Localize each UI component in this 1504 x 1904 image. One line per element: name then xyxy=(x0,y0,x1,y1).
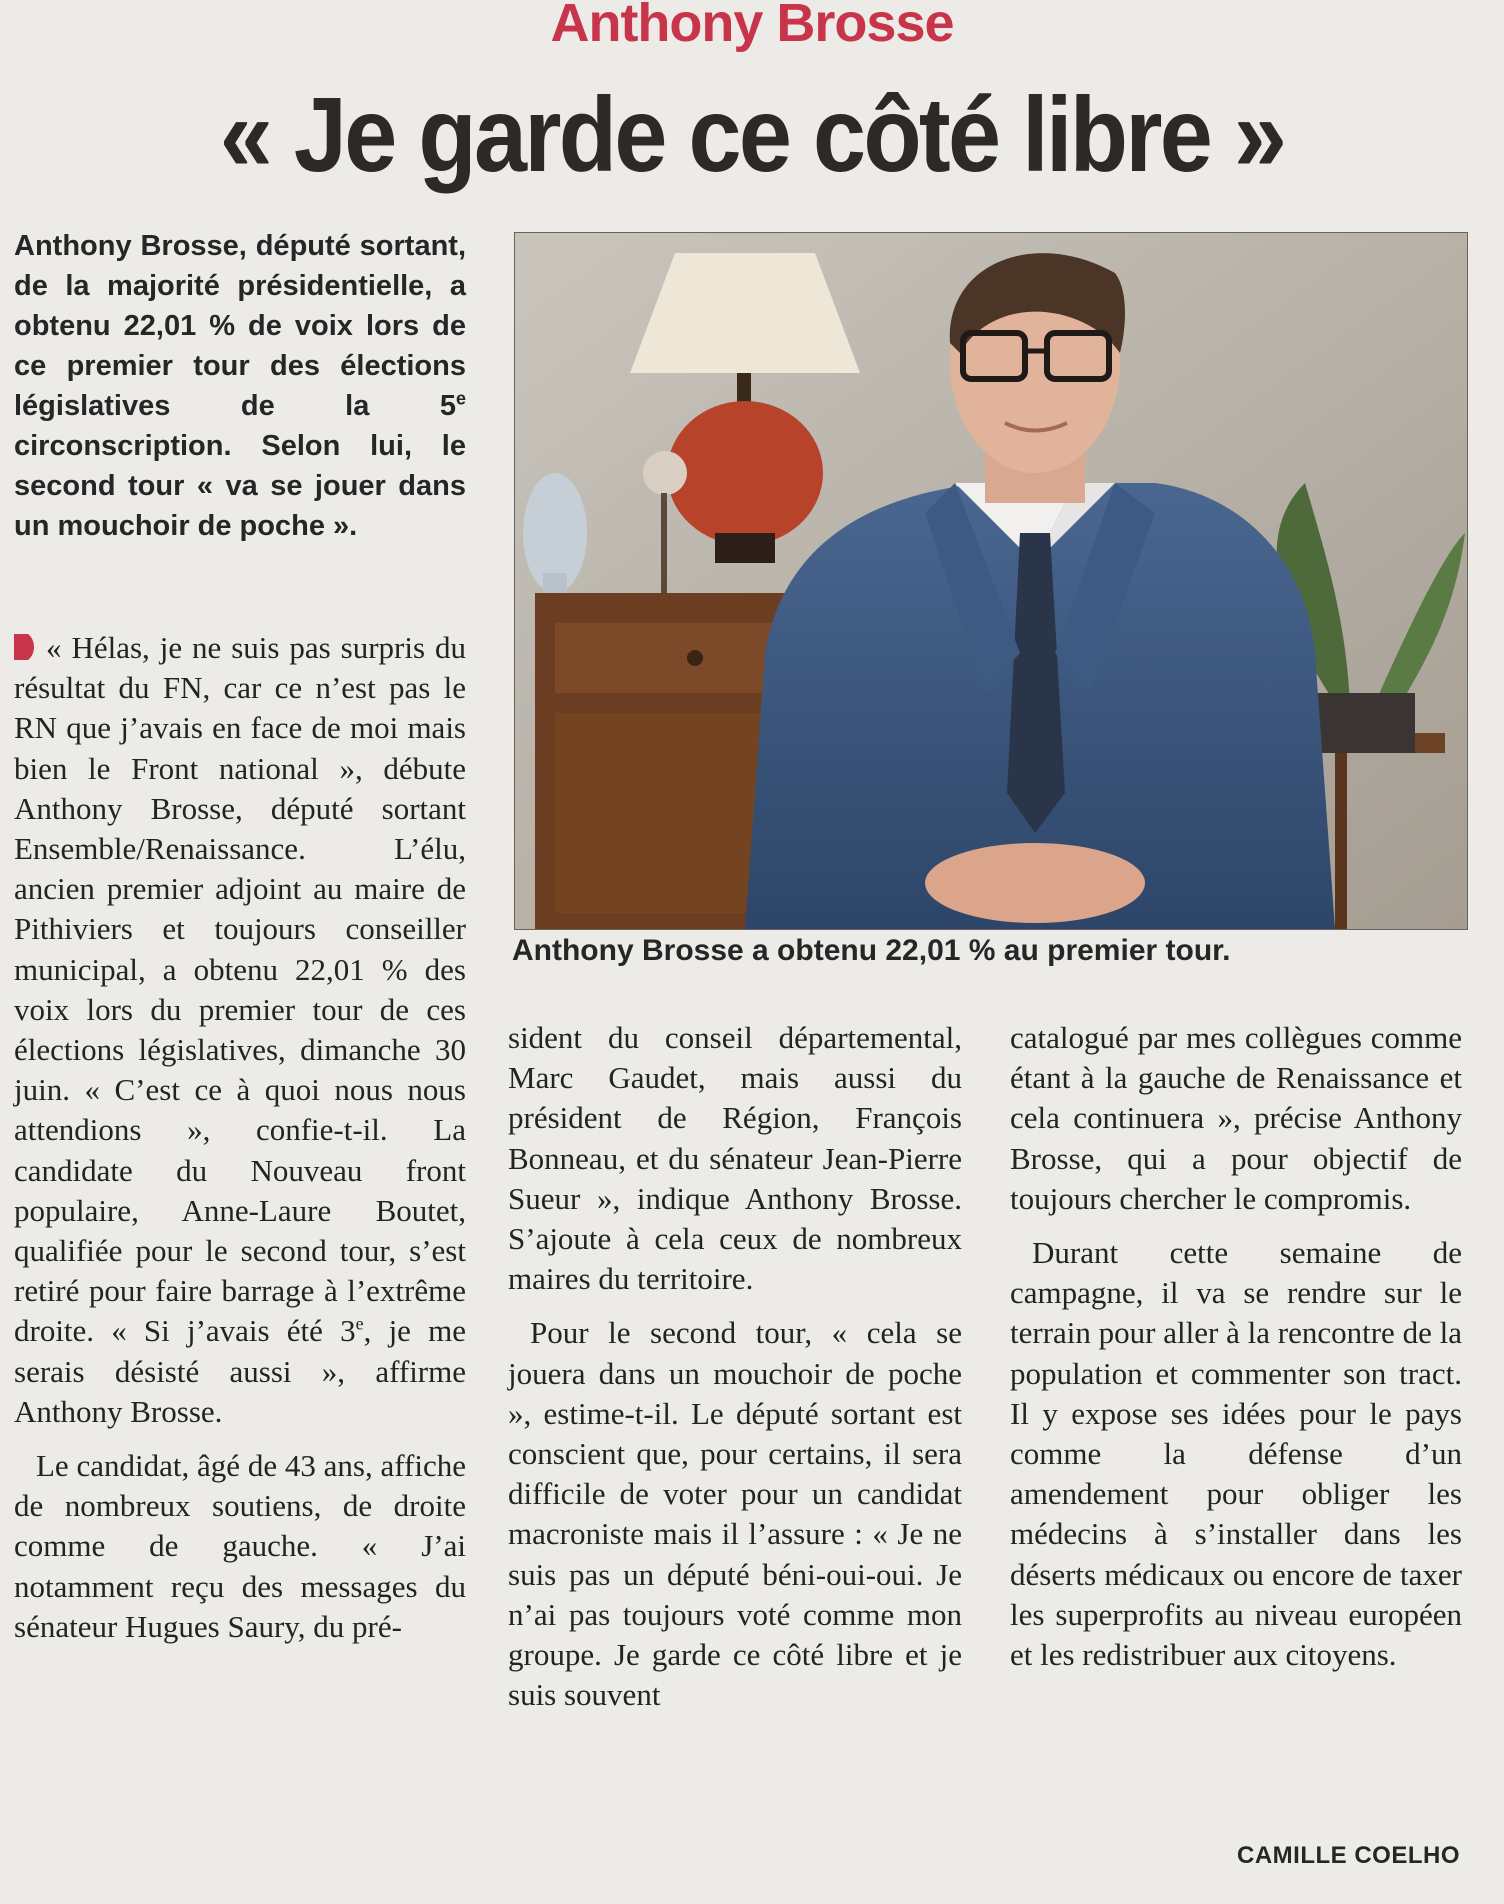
body-paragraph: Le candidat, âgé de 43 ans, affiche de nombreux soutiens, de droite comme de gauche. « J’ai notamment reçu des messages du sénateur Hugues Saury, du pré- xyxy=(14,1448,466,1644)
body-paragraph-continued: sident du conseil départemental, Marc Gaudet, mais aussi du président de Région, François Bonneau, et du sénateur Jean-Pierre Sueur », indique Anthony Brosse. S’ajoute à cela ceux de nombreux maires du territoire. xyxy=(508,1020,962,1297)
article-headline: « Je garde ce côté libre » xyxy=(219,76,1285,194)
standfirst-text-start: Anthony Brosse, député sortant, de la majorité présidentielle, a obtenu 22,01 % de voix lors de ce premier tour des élections législatives de la 5 xyxy=(14,230,466,422)
standfirst-superscript: e xyxy=(455,388,466,409)
body-paragraph: Pour le second tour, « cela se jouera dans un mouchoir de poche », estime-t-il. Le député sortant est conscient que, pour certains, il sera difficile de voter pour un candidat macroniste mais il l’assure : « Je ne suis pas un député béni-oui-oui. Je n’ai pas toujours voté comme mon groupe. Je garde ce côté libre et je suis souvent xyxy=(508,1315,962,1713)
body-paragraph xyxy=(14,628,466,1432)
article-kicker: Anthony Brosse xyxy=(550,0,954,53)
body-text-start: « Hélas, je ne suis pas surpris du résultat du FN, car ce n’est pas le RN que j’avais en face de moi mais bien le Front national », débute Anthony Brosse, député sortant Ensemble/Renaissance. L’élu, ancien premier adjoint au maire de Pithiviers et toujours conseiller municipal, a obtenu 22,01 % des voix lors du premier tour de ces élections législatives, dimanche 30 juin. « C’est ce à quoi nous nous attendions », confie-t-il. La candidate du Nouveau front populaire, Anne-Laure Boutet, qualifiée pour le second tour, s’est retiré pour faire barrage à l’extrême droite. « Si j’avais été 3 xyxy=(14,630,466,1349)
paragraph-bullet-icon xyxy=(14,632,36,662)
article-photo xyxy=(514,232,1468,930)
bleed-through-texture xyxy=(1000,968,1006,994)
body-text-end: , je me serais désisté aussi », affirme Anthony Brosse. xyxy=(14,1313,466,1429)
standfirst-text-end: circonscription. Selon lui, le second tour « va se jouer dans un mouchoir de poche ». xyxy=(14,430,466,542)
portrait-illustration xyxy=(515,233,1467,929)
article-column-2 xyxy=(508,1018,962,1715)
photo-caption: Anthony Brosse a obtenu 22,01 % au premier tour. xyxy=(512,934,1231,967)
article-column-3 xyxy=(1010,1018,1462,1675)
body-paragraph-continued: catalogué par mes collègues comme étant à la gauche de Renaissance et cela continuera », précise Anthony Brosse, qui a pour objectif de toujours chercher le compromis. xyxy=(1010,1020,1462,1216)
author-byline: CAMILLE COELHO xyxy=(1237,1842,1460,1869)
body-superscript: e xyxy=(355,1314,364,1335)
article-standfirst xyxy=(14,226,466,546)
body-paragraph: Durant cette semaine de campagne, il va se rendre sur le terrain pour aller à la rencontre de la population et commenter son tract. Il y expose ses idées pour le pays comme la défense d’un amendement pour obliger les médecins à s’installer dans les déserts médicaux ou encore de taxer les superprofits au niveau européen et les redistribuer aux citoyens. xyxy=(1010,1235,1462,1673)
article-column-1 xyxy=(14,628,466,1647)
